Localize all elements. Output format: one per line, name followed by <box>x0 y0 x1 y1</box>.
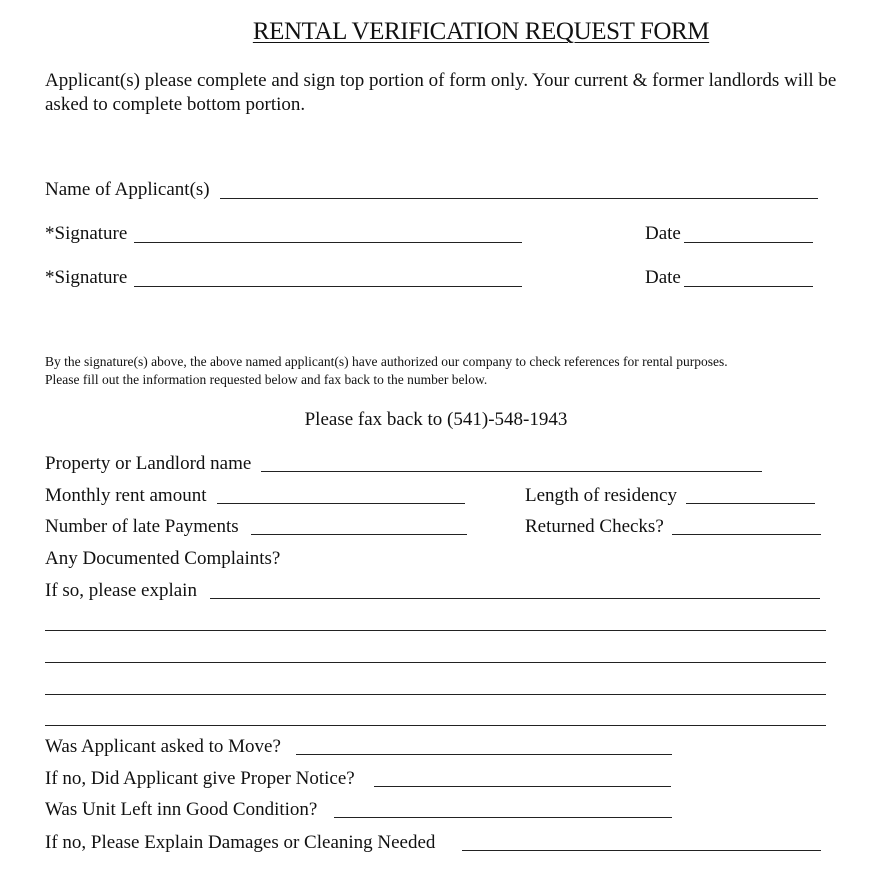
date-field-2[interactable] <box>684 286 813 287</box>
date-label-1: Date <box>645 223 681 244</box>
explain-line-2[interactable] <box>45 630 826 631</box>
damages-field[interactable] <box>462 850 821 851</box>
explain-line-5[interactable] <box>45 725 826 726</box>
applicant-name-label: Name of Applicant(s) <box>45 179 210 200</box>
signature-field-2[interactable] <box>134 286 522 287</box>
authorization-line-2: Please fill out the information requested below and fax back to the number below. <box>45 372 488 387</box>
form-title: RENTAL VERIFICATION REQUEST FORM <box>252 18 710 45</box>
rent-label: Monthly rent amount <box>45 485 207 506</box>
asked-to-move-label: Was Applicant asked to Move? <box>45 736 281 757</box>
unit-condition-label: Was Unit Left inn Good Condition? <box>45 799 318 820</box>
unit-condition-field[interactable] <box>334 817 672 818</box>
rent-field[interactable] <box>217 503 465 504</box>
explain-line-4[interactable] <box>45 694 826 695</box>
fax-instruction: Please fax back to (541)-548-1943 <box>304 409 568 430</box>
explain-field[interactable] <box>210 598 820 599</box>
asked-to-move-field[interactable] <box>296 754 672 755</box>
date-field-1[interactable] <box>684 242 813 243</box>
proper-notice-field[interactable] <box>374 786 671 787</box>
date-label-2: Date <box>645 267 681 288</box>
intro-text: Applicant(s) please complete and sign top portion of form only. Your current & former landlords will be asked to complete bottom portion. <box>45 70 837 115</box>
explain-line-3[interactable] <box>45 662 826 663</box>
complaints-label: Any Documented Complaints? <box>45 548 281 569</box>
authorization-line-1: By the signature(s) above, the above named applicant(s) have authorized our company to check references for rental purposes. <box>45 354 728 369</box>
explain-label: If so, please explain <box>45 580 197 601</box>
residency-label: Length of residency <box>525 485 677 506</box>
signature-label-1: *Signature <box>45 223 128 244</box>
late-payments-field[interactable] <box>251 534 467 535</box>
proper-notice-label: If no, Did Applicant give Proper Notice? <box>45 768 355 789</box>
returned-checks-label: Returned Checks? <box>525 516 664 537</box>
residency-field[interactable] <box>686 503 815 504</box>
property-field[interactable] <box>261 471 762 472</box>
applicant-name-field[interactable] <box>220 198 818 199</box>
late-payments-label: Number of late Payments <box>45 516 239 537</box>
property-label: Property or Landlord name <box>45 453 252 474</box>
returned-checks-field[interactable] <box>672 534 821 535</box>
damages-label: If no, Please Explain Damages or Cleaning Needed <box>45 832 436 853</box>
signature-label-2: *Signature <box>45 267 128 288</box>
signature-field-1[interactable] <box>134 242 522 243</box>
authorization-text <box>45 353 845 389</box>
